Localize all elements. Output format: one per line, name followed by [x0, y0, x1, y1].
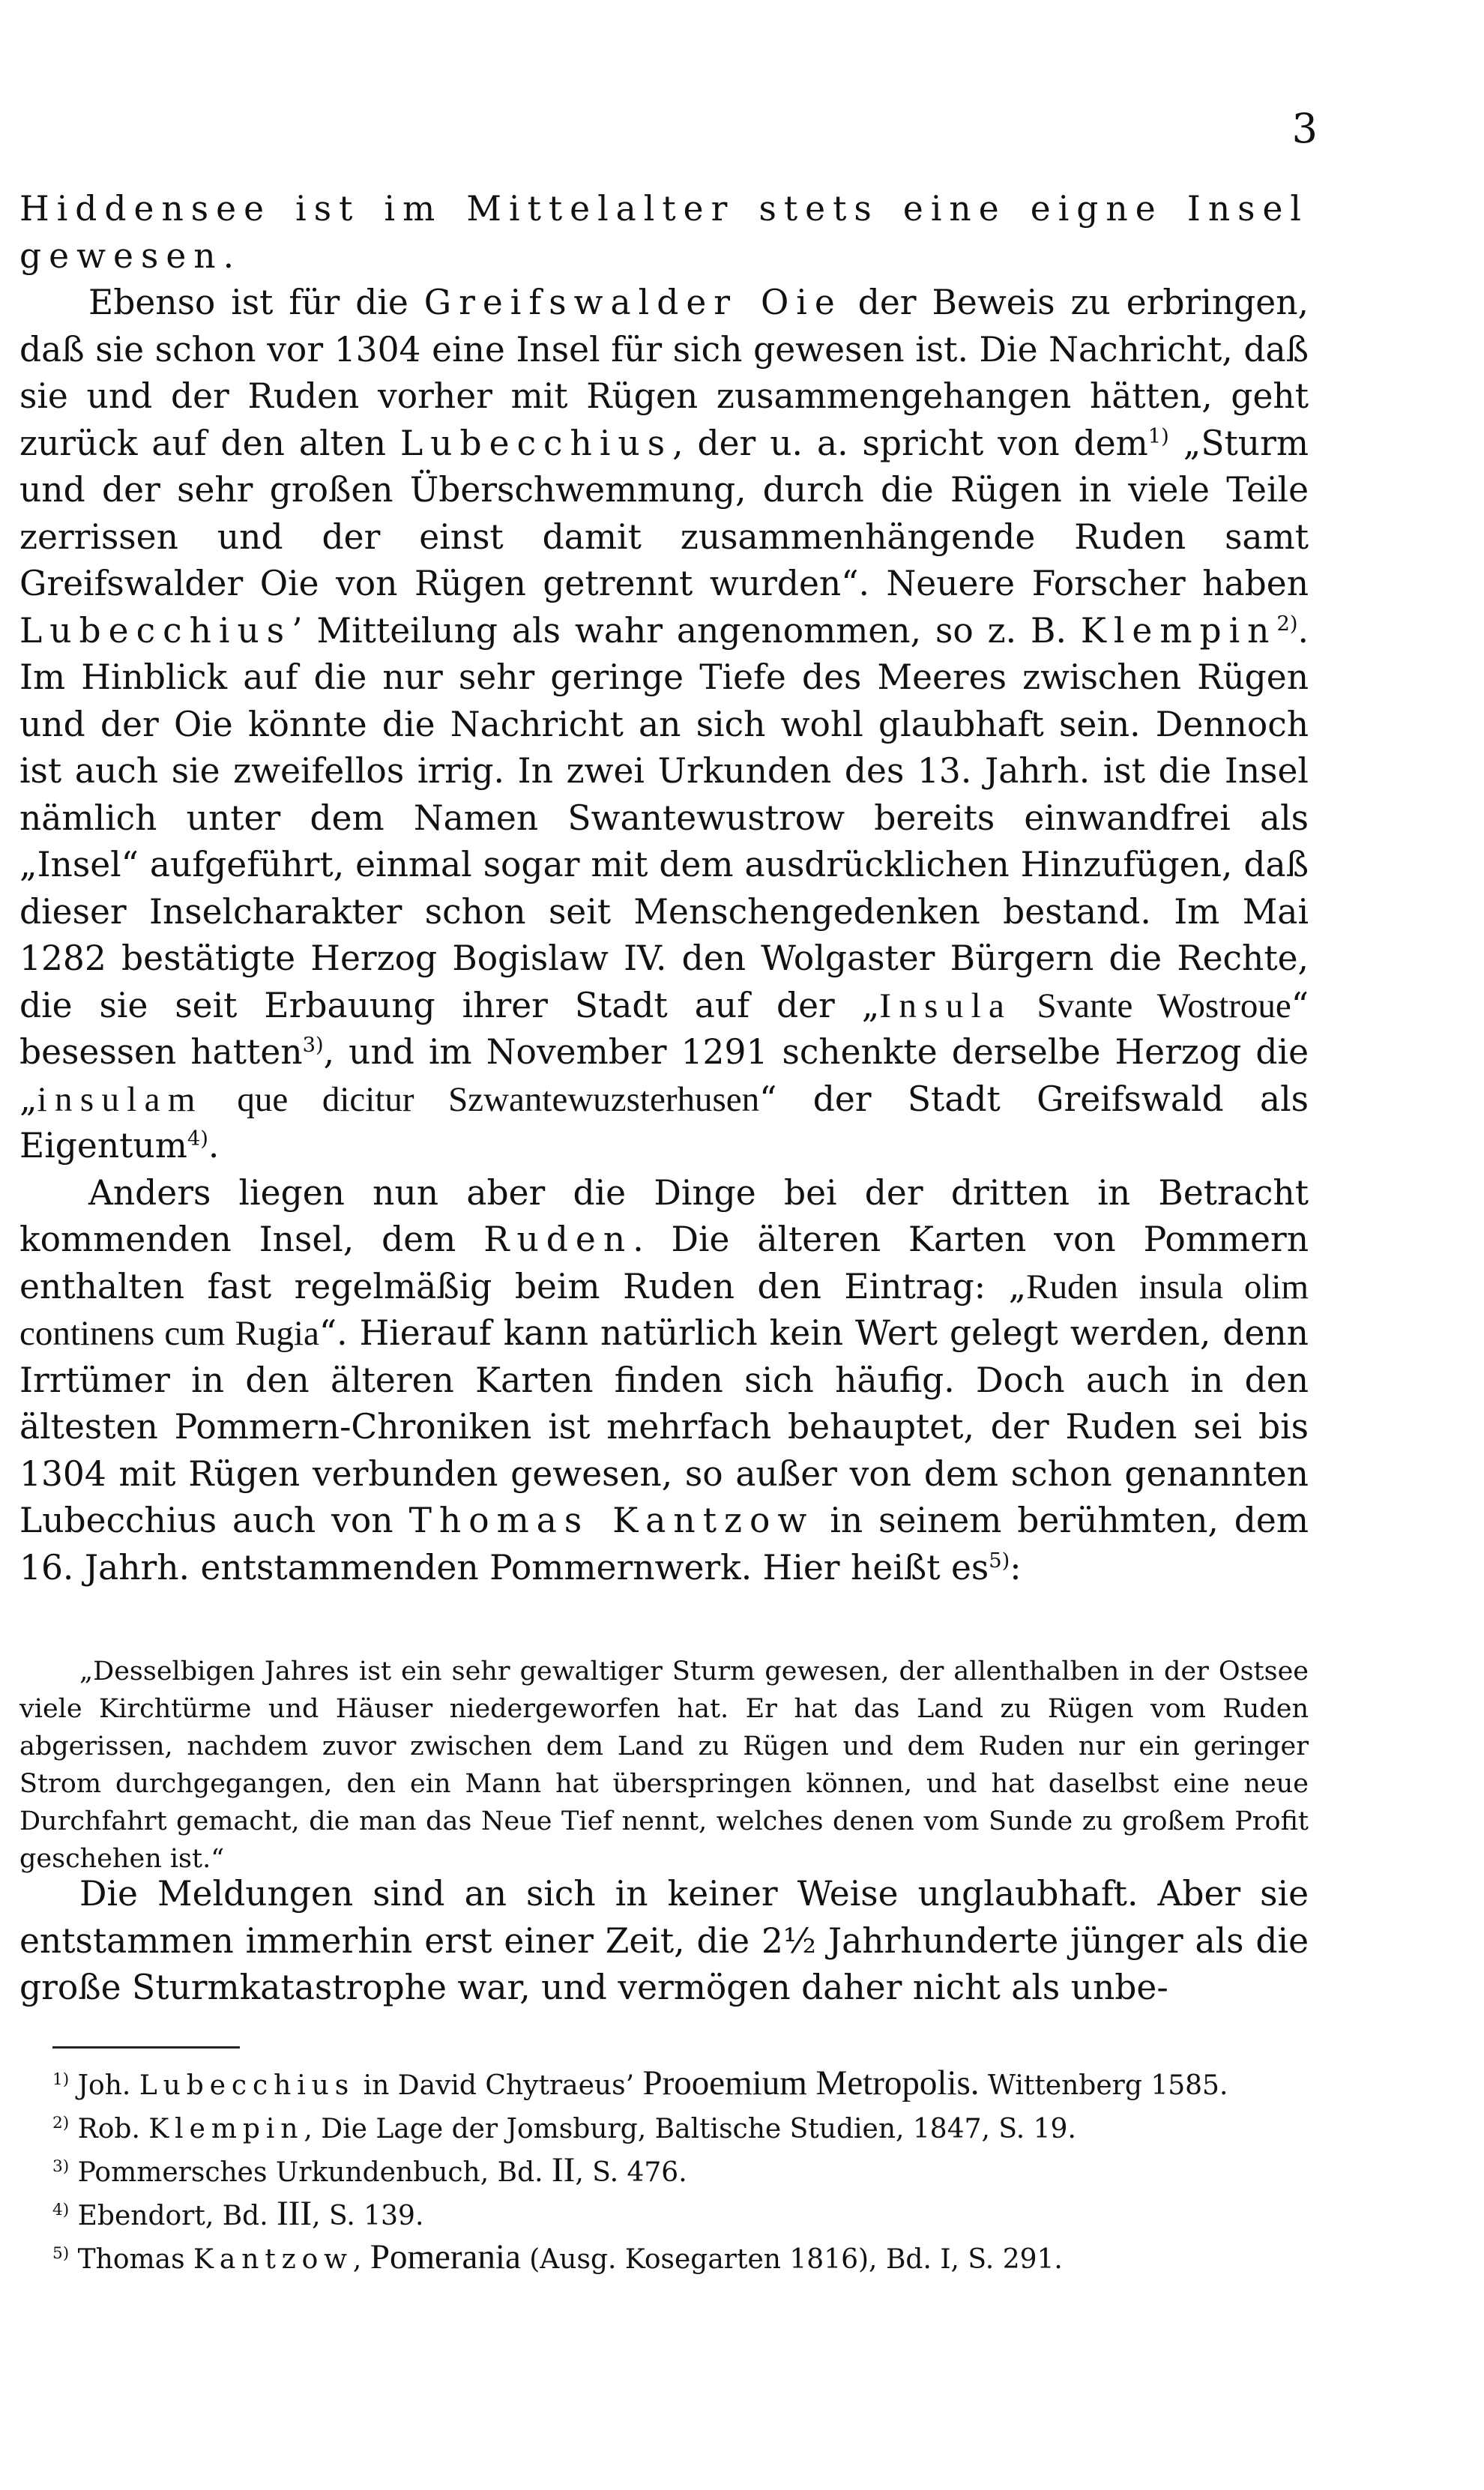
footnote-mark: 1) [52, 2070, 70, 2089]
text-span: Anders liegen nun aber die Dinge bei der dritten in Betracht kommenden Insel, dem [19, 1172, 1309, 1259]
footnote-2 [52, 2106, 1327, 2150]
footnote-1 [52, 2063, 1327, 2106]
latin-span: Svante Wostroue [1012, 986, 1291, 1025]
text-span: “ besessen hatten [19, 985, 1309, 1072]
latin-span: que dicitur Szwantewuzsterhusen [202, 1079, 760, 1119]
footnote-text: Ebendort, Bd. [77, 2201, 277, 2231]
footnote-5 [52, 2237, 1327, 2280]
block-quote [19, 1653, 1309, 1878]
footnote-emphasis: Klempin [148, 2114, 304, 2144]
footnote-mark: 5) [52, 2244, 70, 2263]
quote-text: „Desselbigen Jahres ist ein sehr gewaltiger Sturm gewesen, der allenthalben in der Ostsee viele Kirchtürme und Häuser niedergeworfen hat. Er hat das Land zu Rügen vom Ruden abgerissen, nachdem zuvor zwischen dem Land zu Rügen und dem Ruden nur ein geringer Strom durchgegangen, den ein Mann hat überspringen können, und hat daselbst eine neue Durchfahrt gemacht, die man das Neue Tief nennt, welches denen vom Sunde zu großem Profit geschehen ist.“ [19, 1657, 1309, 1874]
text-span: , der u. a. spricht von dem [672, 423, 1148, 463]
emphasis-span: Ruden [483, 1220, 633, 1259]
emphasis-span: Greifswalder Oie [423, 283, 842, 322]
emphasis-span: Klempin [1080, 610, 1277, 651]
latin-span: insulam [37, 1079, 203, 1119]
paragraph-4: Die Meldungen sind an sich in keiner Weise unglaubhaft. Aber sie entstammen immerhin erst einer Zeit, die 2½ Jahrhunderte jünger als die große Sturmkatastrophe war, und vermögen daher nicht als unbe- [19, 1874, 1309, 2007]
emphasis-span: Lubecchius [19, 610, 292, 651]
footnote-text: , S. 139. [312, 2201, 424, 2231]
footnote-divider [52, 2046, 240, 2049]
footnote-text: , S. 476. [575, 2157, 687, 2188]
footnote-latin: Prooemium Metropolis. [642, 2064, 980, 2102]
paragraph-3 [19, 1170, 1309, 1592]
footnotes [52, 2063, 1327, 2280]
footnote-mark: 4) [52, 2201, 70, 2219]
text-span: , und im November 1291 schenkte derselbe Herzog die „ [19, 1032, 1309, 1119]
emphasis-span: Lubecchius [399, 423, 673, 463]
footnote-emphasis: Kantzow [193, 2244, 353, 2275]
footnote-3 [52, 2150, 1327, 2193]
footnote-text: Rob. [77, 2114, 149, 2144]
text-span: “. Hierauf kann natürlich kein Wert gelegt werden, denn Irrtümer in den älteren Karten finden sich häufig. Doch auch in den ältesten Pommern-Chroniken ist mehrfach behauptet, der Ruden sei bis 1304 mit Rügen verbunden gewesen, so außer von dem schon genannten Lubecchius auch von [19, 1313, 1309, 1540]
footnote-emphasis: Lubecchius [139, 2070, 355, 2101]
text-span: Hiddensee ist im Mittelalter stets eine eigne Insel gewesen. [19, 189, 1309, 276]
footnote-text: Joh. [77, 2070, 139, 2101]
text-span: . [208, 1126, 220, 1166]
text-span: ’ Mitteilung als wahr angenommen, so z. B. [292, 610, 1081, 651]
footnote-text: , [352, 2244, 370, 2275]
text-span: : [1010, 1547, 1022, 1588]
footnote-mark: 2) [52, 2114, 70, 2132]
paragraph-2 [19, 280, 1309, 1170]
text-span: . Im Hinblick auf die nur sehr geringe Tiefe des Meeres zwischen Rügen und der Oie könnte die Nachricht an sich wohl glaubhaft sein. Dennoch ist auch sie zweifellos irrig. In zwei Urkunden des 13. Jahrh. ist die Insel nämlich unter dem Namen Swantewustrow bereits einwandfrei als „Insel“ aufgeführt, einmal sogar mit dem ausdrücklichen Hinzufügen, daß dieser Inselcharakter schon seit Menschengedenken bestand. Im Mai 1282 bestätigte Herzog Bogislaw IV. den Wolgaster Bürgern die Rechte, die sie seit Erbauung ihrer Stadt auf der „ [19, 610, 1309, 1025]
latin-span: Ruden insula olim continens cum Rugia [19, 1267, 1309, 1353]
paragraph-1 [19, 186, 1309, 280]
footnote-ref: 4) [187, 1127, 208, 1151]
footnote-text: Thomas [77, 2244, 194, 2275]
text-span: „Sturm und der sehr großen Überschwemmung, durch die Rügen in viele Teile zerrissen und der einst damit zusammenhängende Ruden samt Greifswalder Oie von Rügen getrennt wurden“. Neuere Forscher haben [19, 423, 1309, 603]
emphasis-span: Thomas Kantzow [408, 1501, 815, 1540]
footnote-ref: 1) [1147, 424, 1169, 448]
footnote-text: Pommersches Urkundenbuch, Bd. [77, 2157, 552, 2188]
footnote-text: Wittenberg 1585. [979, 2070, 1228, 2101]
footnote-text: in David Chytraeus’ [355, 2070, 643, 2101]
page-number: 3 [1291, 105, 1318, 152]
text-span: Ebenso ist für die [88, 283, 424, 322]
text-span: “ der Stadt Greifswald als Eigentum [19, 1079, 1309, 1166]
footnote-mark: 3) [52, 2157, 70, 2176]
footnote-4 [52, 2193, 1327, 2237]
text-span: der Beweis zu erbringen, daß sie schon vor 1304 eine Insel für sich gewesen ist. Die Nachricht, daß sie und der Ruden vorher mit Rügen zusammengehangen hätten, geht zurück auf den alten [19, 283, 1309, 463]
latin-span: Insula [879, 986, 1013, 1025]
main-text [19, 186, 1309, 1591]
footnote-latin: II [552, 2150, 576, 2189]
footnote-ref: 3) [302, 1033, 324, 1057]
footnote-latin: Pomerania [370, 2237, 521, 2276]
text-span: . Die älteren Karten von Pommern enthalten fast regelmäßig beim Ruden den Eintrag: „ [19, 1220, 1309, 1306]
footnote-text: , Die Lage der Jomsburg, Baltische Studien, 1847, S. 19. [304, 2114, 1076, 2144]
footnote-latin: III [277, 2194, 313, 2233]
footnote-text: (Ausg. Kosegarten 1816), Bd. I, S. 291. [520, 2244, 1063, 2275]
text-span: in seinem berühmten, dem 16. Jahrh. entstammenden Pommernwerk. Hier heißt es [19, 1501, 1309, 1588]
main-text-continued [19, 1871, 1309, 2012]
footnote-ref: 5) [989, 1549, 1010, 1573]
footnote-ref: 2) [1276, 612, 1298, 636]
